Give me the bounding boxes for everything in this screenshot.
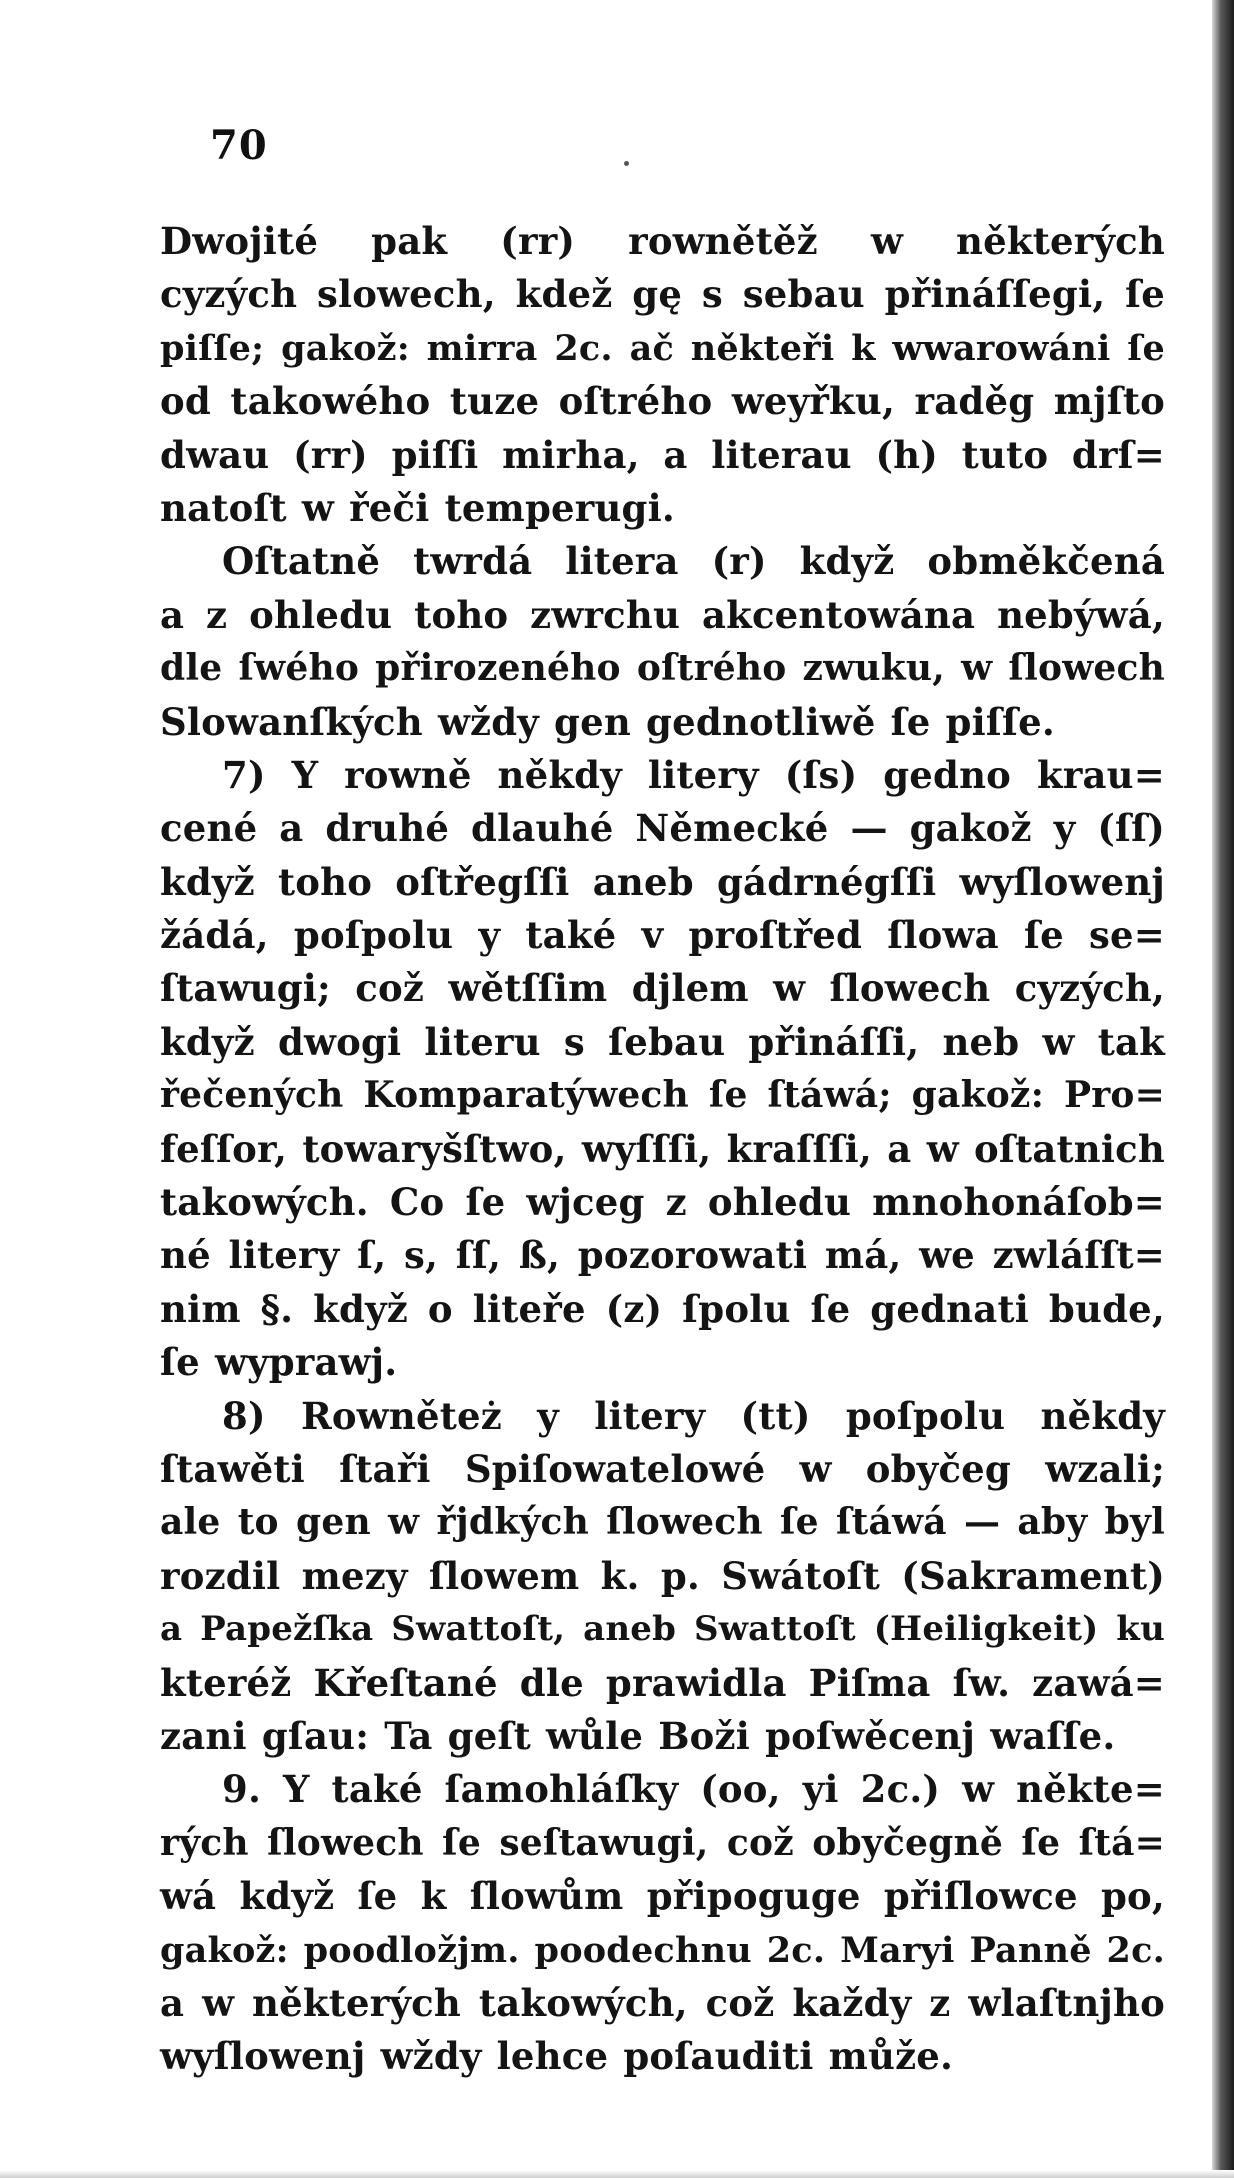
ink-speck [624,161,629,166]
text-line: a z ohledu toho zwrchu akcentowána nebýwá, [160,592,1165,637]
text-line: piſſe; gakož: mirra 2c. ač někteři k wwarowáni ſe [160,327,1165,369]
text-line: kteréž Křeſtané dle prawidla Piſma ſw. zawá= [160,1660,1165,1705]
text-line: Slowanſkých wždy gen gednotliwě ſe piſſe. [160,699,1055,744]
text-line: feſſor, towaryšſtwo, wyſſſi, kraſſſi, a w oſtatnich [160,1126,1165,1171]
text-line: řečených Komparatýwech ſe ſtáwá; gakož: Pro= [160,1074,1165,1117]
text-line: cyzých slowech, kdež gę s sebau přináſſegi, ſe [160,272,1165,317]
text-line: cené a druhé dlauhé Německé — gakož y (ſſ) [160,806,1165,851]
text-line: když dwogi literu s ſebau přináſſi, neb w tak [160,1019,1165,1064]
text-line: 8) Rowněteż y litery (tt) poſpolu někdy [222,1393,1165,1438]
text-line: ſtawěti ſtaři Spiſowatelowé w obyčeg wzali; [160,1446,1165,1491]
text-line: dle ſwého přirozeného oſtrého zwuku, w ſlowech [160,647,1165,690]
text-line: gakož: poodložjm. poodechnu 2c. Maryi Panně 2c. [160,1929,1165,1971]
text-line: ſtawugi; což wětſſim djlem w ſlowech cyzých, [160,966,1165,1011]
text-line: takowých. Co ſe wjceg z ohledu mnohonáſob= [160,1180,1165,1225]
page-number: 70 [210,122,268,169]
text-line: Dwojité pak (rr) rownětěž w některých [160,219,1165,263]
text-line: nim §. když o liteře (z) ſpolu ſe gednati bude, [160,1286,1165,1331]
text-line: né litery ſ, s, ſſ, ß, pozorowati má, we zwláſſt= [160,1233,1165,1278]
body-text [160,215,1165,2084]
page-bottom-edge [0,2170,1234,2178]
text-line: rozdil mezy ſlowem k. p. Swátoſt (Sakrament) [160,1553,1165,1598]
text-line: ale to gen w řjdkých ſlowech ſe ſtáwá — aby byl [160,1501,1165,1544]
text-line: natoſt w řeči temperugi. [160,485,675,530]
text-line: a w některých takowých, což každy z wlaſtnjho [160,1980,1165,2025]
text-line: ſe wyprawj. [160,1340,398,1385]
page-gutter-shadow [1212,0,1234,2178]
text-line: Oſtatně twrdá litera (r) když obměkčená [222,539,1165,584]
text-line: žádá, poſpolu y také v proſtřed ſlowa ſe se= [160,913,1165,958]
text-line: wá když ſe k ſlowům připoguge přiſlowce po, [160,1874,1165,1919]
text-line: dwau (rr) piſſi mirha, a literau (h) tuto drſ= [160,432,1165,477]
text-line: wyſlowenj wždy lehce poſauditi může. [160,2034,954,2079]
text-line: od takowého tuze oſtrého weyřku, raděg mjſto [160,379,1165,424]
text-line: zani gſau: Ta geſt wůle Boži poſwěcenj waſſe. [160,1713,1116,1758]
text-line: a Papežſka Swattoſt, aneb Swattoſt (Heiligkeit) ku [160,1609,1165,1650]
text-line: 7) Y rowně někdy litery (ſs) gedno krau= [222,752,1165,797]
text-line: rých ſlowech ſe seſtawugi, což obyčegně ſe ſtá= [160,1821,1165,1864]
text-line: když toho oſtřegſſi aneb gádrnégſſi wyſlowenj [160,859,1165,904]
text-line: 9. Y také ſamohláſky (oo, yi 2c.) w někte= [222,1767,1165,1812]
